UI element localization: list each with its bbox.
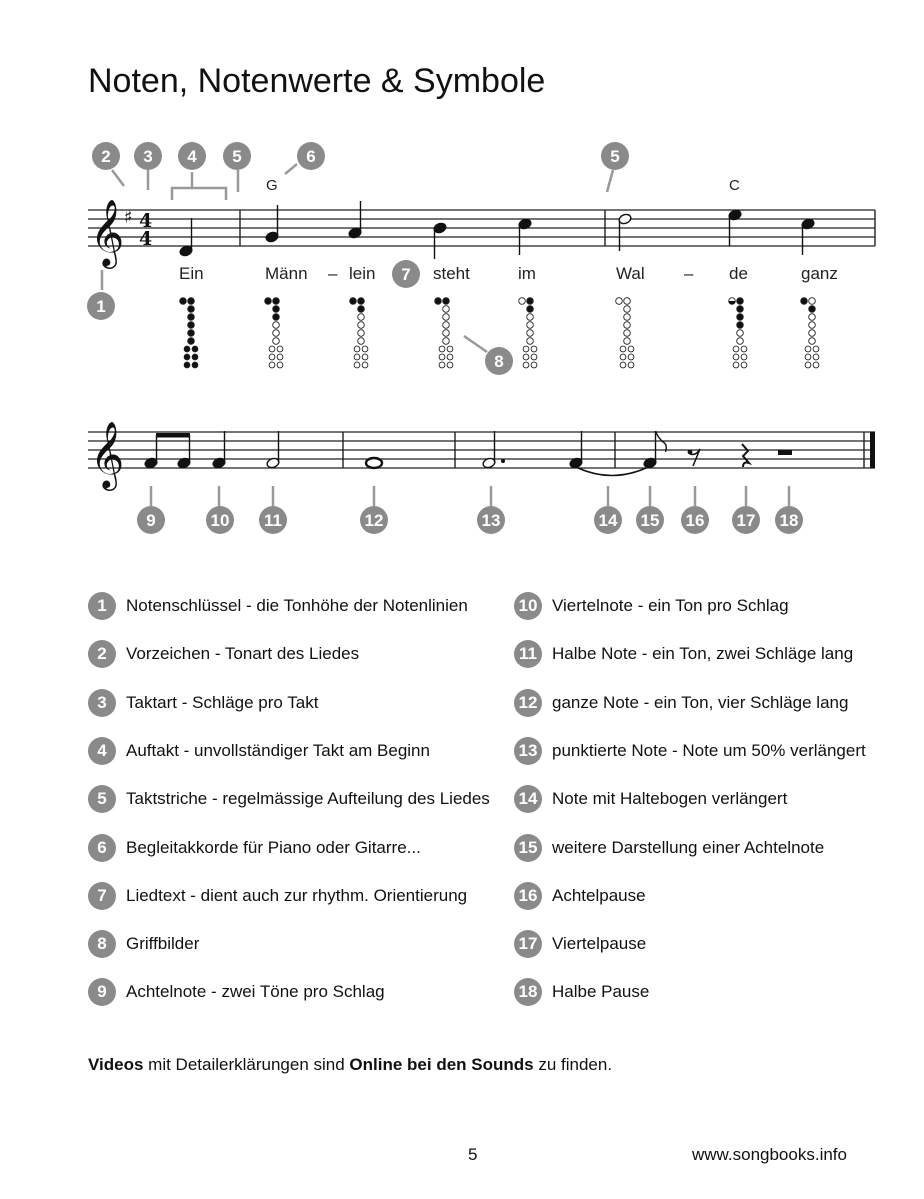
legend-item bbox=[88, 689, 318, 717]
svg-text:9: 9 bbox=[146, 511, 156, 530]
legend-text: Notenschlüssel - die Tonhöhe der Notenlinien bbox=[126, 596, 468, 615]
page-title: Noten, Notenwerte & Symbole bbox=[88, 62, 546, 100]
staff-1 bbox=[88, 210, 875, 246]
website-link[interactable]: www.songbooks.info bbox=[692, 1145, 847, 1164]
footer-videos: Videos bbox=[88, 1055, 144, 1074]
lyric-hyphen: – bbox=[684, 264, 694, 283]
legend-badge: 16 bbox=[514, 882, 542, 910]
note-whole bbox=[366, 458, 382, 468]
legend-badge: 6 bbox=[88, 834, 116, 862]
note-half bbox=[618, 213, 632, 251]
chord-label: G bbox=[266, 177, 278, 194]
legend-text: Griffbilder bbox=[126, 934, 200, 954]
half-rest bbox=[778, 450, 792, 455]
callout-badge bbox=[92, 142, 120, 170]
callout-badge bbox=[732, 506, 760, 534]
legend-text: Liedtext - dient auch zur rhythm. Orientierung bbox=[126, 885, 468, 905]
legend-text: Note mit Haltebogen verlängert bbox=[552, 789, 788, 809]
legend-badge: 11 bbox=[514, 640, 542, 668]
svg-text:14: 14 bbox=[598, 511, 618, 530]
note-eighth-pair bbox=[144, 433, 191, 469]
svg-text:15: 15 bbox=[640, 511, 660, 530]
svg-text:17: 17 bbox=[736, 511, 756, 530]
svg-text:16: 16 bbox=[685, 511, 705, 530]
legend-item bbox=[88, 978, 385, 1006]
lyric-syllable: de bbox=[729, 264, 748, 283]
legend-badge: 10 bbox=[514, 592, 542, 620]
callout-badge bbox=[206, 506, 234, 534]
legend-text: Taktart - Schläge pro Takt bbox=[126, 692, 319, 712]
legend-text: Auftakt - unvollständiger Takt am Beginn bbox=[126, 740, 430, 760]
legend-badge: 9 bbox=[88, 978, 116, 1006]
lyric-syllable: Wal bbox=[616, 264, 645, 283]
lyric-syllable: lein bbox=[349, 264, 376, 283]
note-quarter bbox=[433, 222, 447, 259]
lyric-hyphen: – bbox=[328, 264, 338, 283]
legend-badge: 12 bbox=[514, 689, 542, 717]
chord-label: C bbox=[729, 177, 740, 194]
callout-badge bbox=[87, 292, 115, 320]
svg-text:12: 12 bbox=[364, 511, 384, 530]
legend-item bbox=[88, 882, 467, 910]
callout-badge bbox=[485, 347, 513, 375]
legend-item bbox=[88, 737, 430, 765]
callout-badge bbox=[223, 142, 251, 170]
svg-text:5: 5 bbox=[610, 147, 620, 166]
note-quarter bbox=[348, 201, 362, 239]
quarter-rest bbox=[742, 444, 749, 467]
callout-badge bbox=[297, 142, 325, 170]
lyric-syllable: ganz bbox=[801, 264, 838, 283]
staff-2 bbox=[88, 432, 875, 468]
legend-item bbox=[514, 785, 787, 813]
legend-item bbox=[514, 930, 646, 958]
legend-item bbox=[514, 978, 649, 1006]
legend-item bbox=[514, 834, 824, 862]
legend-text: Viertelnote - ein Ton pro Schlag bbox=[552, 596, 789, 615]
lyric-syllable: im bbox=[518, 264, 536, 283]
legend-text: Begleitakkorde für Piano oder Gitarre... bbox=[126, 837, 421, 857]
footer-online-link[interactable]: Online bei den Sounds bbox=[349, 1055, 534, 1074]
callout-badge bbox=[681, 506, 709, 534]
svg-text:8: 8 bbox=[494, 352, 504, 371]
svg-text:2: 2 bbox=[101, 147, 111, 166]
legend-text: Vorzeichen - Tonart des Liedes bbox=[126, 644, 360, 664]
legend-badge: 8 bbox=[88, 930, 116, 958]
svg-text:13: 13 bbox=[481, 511, 501, 530]
legend-badge: 13 bbox=[514, 737, 542, 765]
legend-badge: 2 bbox=[88, 640, 116, 668]
legend-text: Halbe Pause bbox=[552, 982, 650, 1002]
footer-note bbox=[88, 1055, 612, 1075]
legend-text: Achtelpause bbox=[552, 885, 646, 905]
footer-text-end: zu finden. bbox=[533, 1055, 613, 1074]
legend-badge: 14 bbox=[514, 785, 542, 813]
lyric-syllable: Ein bbox=[179, 264, 204, 283]
callout-badge bbox=[477, 506, 505, 534]
svg-text:6: 6 bbox=[306, 147, 316, 166]
callout-badge bbox=[360, 506, 388, 534]
legend-text: Viertelpause bbox=[552, 934, 647, 954]
legend-badge: 4 bbox=[88, 737, 116, 765]
svg-text:18: 18 bbox=[779, 511, 799, 530]
callout-badge bbox=[137, 506, 165, 534]
tie-arc bbox=[578, 468, 646, 476]
legend-text: Achtelnote - zwei Töne pro Schlag bbox=[126, 982, 385, 1002]
legend-badge: 3 bbox=[88, 689, 116, 717]
legend-badge: 18 bbox=[514, 978, 542, 1006]
callout-badge bbox=[594, 506, 622, 534]
treble-clef-icon: 𝄞 bbox=[90, 198, 125, 266]
svg-text:7: 7 bbox=[401, 265, 411, 284]
legend-item bbox=[88, 834, 421, 862]
legend-item bbox=[88, 785, 490, 813]
svg-text:5: 5 bbox=[232, 147, 242, 166]
legend-badge: 17 bbox=[514, 930, 542, 958]
callout-badge bbox=[636, 506, 664, 534]
legend-text: Halbe Note - ein Ton, zwei Schläge lang bbox=[552, 644, 854, 664]
callout-badge bbox=[392, 260, 420, 288]
svg-text:1: 1 bbox=[96, 297, 106, 316]
svg-text:3: 3 bbox=[143, 147, 153, 166]
callout-badge bbox=[601, 142, 629, 170]
legend-text: Taktstriche - regelmässige Aufteilung des Liedes bbox=[126, 789, 490, 809]
final-barline-thick bbox=[870, 432, 875, 468]
legend-item bbox=[88, 592, 468, 620]
callout-badge bbox=[134, 142, 162, 170]
legend-badge: 5 bbox=[88, 785, 116, 813]
svg-text:11: 11 bbox=[264, 511, 282, 530]
legend-item bbox=[514, 882, 646, 910]
svg-text:10: 10 bbox=[210, 511, 230, 530]
callout-badge bbox=[178, 142, 206, 170]
callout-badge bbox=[775, 506, 803, 534]
note-quarter bbox=[265, 205, 279, 243]
legend-text: punktierte Note - Note um 50% verlängert bbox=[552, 740, 866, 760]
lyric-syllable: steht bbox=[433, 264, 470, 283]
callout-badge bbox=[259, 506, 287, 534]
eighth-rest bbox=[688, 449, 700, 466]
sharp-icon: ♯ bbox=[124, 207, 133, 228]
treble-clef-icon: 𝄞 bbox=[90, 420, 125, 488]
legend-item bbox=[514, 640, 853, 668]
page-number: 5 bbox=[468, 1145, 478, 1164]
legend-badge: 7 bbox=[88, 882, 116, 910]
footer-text: mit Detailerklärungen sind bbox=[143, 1055, 350, 1074]
legend-badge: 1 bbox=[88, 592, 116, 620]
music-score bbox=[0, 0, 924, 560]
legend-text: ganze Note - ein Ton, vier Schläge lang bbox=[552, 692, 849, 712]
legend-item bbox=[514, 592, 789, 620]
legend-badge: 15 bbox=[514, 834, 542, 862]
legend-item bbox=[514, 689, 848, 717]
legend-item bbox=[88, 930, 199, 958]
lyric-syllable: Männ bbox=[265, 264, 308, 283]
legend-item bbox=[514, 737, 866, 765]
time-signature-top: 4 bbox=[139, 210, 153, 232]
time-signature-bottom: 4 bbox=[139, 228, 153, 250]
legend-text: weitere Darstellung einer Achtelnote bbox=[552, 837, 825, 857]
legend-item bbox=[88, 640, 359, 668]
svg-text:4: 4 bbox=[187, 147, 197, 166]
